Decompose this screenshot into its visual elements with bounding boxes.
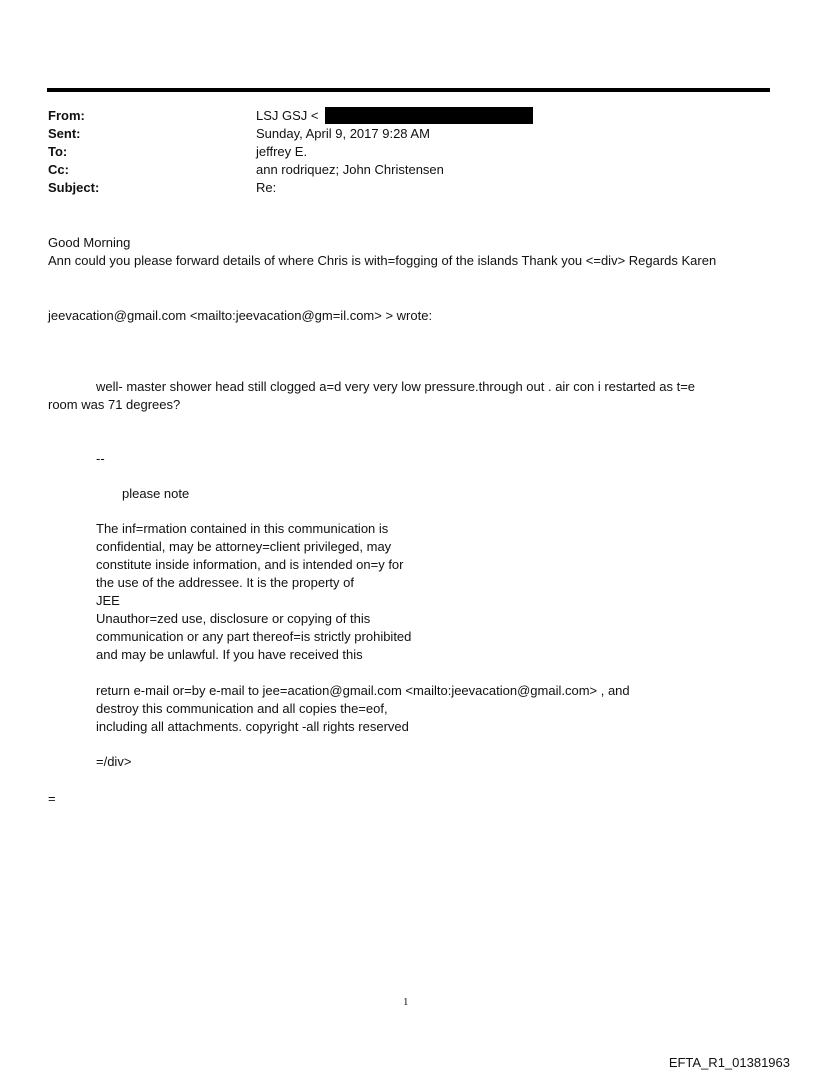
disclaimer-line: destroy this communication and all copies the=eof, <box>96 701 388 716</box>
to-value: jeffrey E. <box>256 144 308 159</box>
disclaimer-line: communication or any part thereof=is strictly prohibited <box>96 629 412 644</box>
to-label: To: <box>48 144 68 159</box>
please-note: please note <box>122 486 190 501</box>
from-sender: LSJ GSJ < <box>256 108 319 123</box>
message: Ann could you please forward details of where Chris is with=fogging of the islands Thank you <=div> Regards Karen <box>48 253 717 268</box>
subject-row <box>48 179 748 197</box>
greeting: Good Morning <box>48 235 131 250</box>
document-id: EFTA_R1_01381963 <box>668 1055 790 1070</box>
disclaimer-line: return e-mail or=by e-mail to jee=acation@gmail.com <mailto:jeevacation@gmail.com> , and <box>96 683 630 698</box>
cc-value: ann rodriquez; John Christensen <box>256 162 444 177</box>
cc-label: Cc: <box>48 162 69 177</box>
quoted-line-1: well- master shower head still clogged a=d very very low pressure.through out . air con i restarted as t=e <box>96 379 696 394</box>
disclaimer-line: including all attachments. copyright -all rights reserved <box>96 719 409 734</box>
subject-label: Subject: <box>48 180 100 195</box>
sent-value: Sunday, April 9, 2017 9:28 AM <box>256 126 430 141</box>
header-rule <box>47 88 770 92</box>
quote-intro: jeevacation@gmail.com <mailto:jeevacation@gm=il.com> > wrote: <box>48 308 433 323</box>
subject-value: Re: <box>256 180 277 195</box>
from-label: From: <box>48 108 85 123</box>
disclaimer-line: The inf=rmation contained in this communication is <box>96 521 389 536</box>
div-close: =/div> <box>96 754 132 769</box>
signature-separator: -- <box>96 451 105 466</box>
sent-label: Sent: <box>48 126 81 141</box>
disclaimer-line: constitute inside information, and is intended on=y for <box>96 557 404 572</box>
redaction-box <box>325 107 533 124</box>
sent-row <box>48 125 748 143</box>
from-row <box>48 107 748 125</box>
cc-row <box>48 161 748 179</box>
from-value <box>256 107 533 125</box>
page-number: 1 <box>403 996 409 1008</box>
disclaimer-line: confidential, may be attorney=client privileged, may <box>96 539 392 554</box>
disclaimer-line: the use of the addressee. It is the property of <box>96 575 354 590</box>
quoted-line-2: room was 71 degrees? <box>48 397 181 412</box>
disclaimer-line: and may be unlawful. If you have received this <box>96 647 363 662</box>
disclaimer-line: JEE <box>96 593 120 608</box>
disclaimer-line: Unauthor=zed use, disclosure or copying of this <box>96 611 371 626</box>
to-row <box>48 143 748 161</box>
trailing-equals: = <box>48 791 56 806</box>
